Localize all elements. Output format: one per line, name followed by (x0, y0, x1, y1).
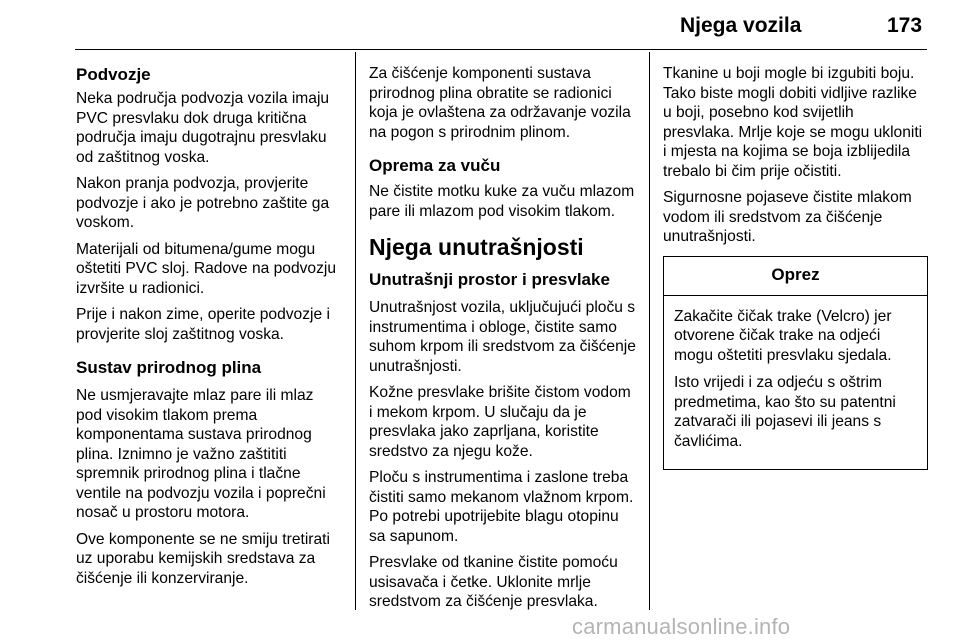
header-rule (75, 49, 927, 50)
caution-paragraph: Zakačite čičak trake (Velcro) jer otvorene čičak trake na odjeći mogu oštetiti presvlaku sjedala. (674, 307, 892, 364)
page-number: 173 (887, 14, 923, 37)
paragraph: Sigurnosne pojaseve čistite mlakom vodom ili sredstvom za čišćenje unutrašnjosti. (663, 189, 912, 245)
heading-towing-equipment: Oprema za vuču (369, 156, 501, 175)
heading-underbody: Podvozje (76, 65, 151, 84)
paragraph: Materijali od bitumena/gume mogu oštetiti PVC sloj. Radove na podvozju izvršite u radionici. (76, 240, 337, 297)
text-column-1 (76, 52, 342, 595)
text-column-2 (369, 52, 637, 619)
paragraph: Ne čistite motku kuke za vuču mlazom pare ili mlazom pod visokim tlakom. (369, 183, 635, 220)
paragraph: Ne usmjeravajte mlaz pare ili mlaz pod visokim tlakom prema komponentama sustava prirodnog plina. Iznimno je važno zaštititi spremnik prirodnog plina i tlačne ventile na podvozju vozila i poprečni nosač u prostoru motora. (76, 387, 326, 521)
heading-natural-gas-system: Sustav prirodnog plina (76, 358, 262, 377)
column-divider-2 (649, 52, 650, 610)
paragraph: Unutrašnjost vozila, uključujući ploču s instrumentima i obloge, čistite samo suhom krpom ili sredstvom za čišćenje unutrašnjosti. (369, 299, 636, 375)
caution-paragraph: Isto vrijedi i za odjeću s oštrim predmetima, kao što su patentni zatvarači ili pojasevi ili jeans s čavlićima. (674, 374, 896, 450)
caution-title: Oprez (664, 257, 927, 296)
watermark-brand: carmanualsonline.info (572, 614, 791, 639)
paragraph: Ploču s instrumentima i zaslone treba čistiti samo mekanom vlažnom krpom. Po potrebi upotrijebite blagu otopinu sa sapunom. (369, 469, 634, 545)
heading-interior-care: Njega unutrašnjosti (369, 234, 584, 260)
heading-interior-upholstery: Unutrašnji prostor i presvlake (369, 270, 610, 289)
paragraph: Nakon pranja podvozja, provjerite podvozje i ako je potrebno zaštite ga voskom. (76, 175, 330, 231)
text-column-3 (663, 52, 928, 470)
caution-box (663, 256, 928, 471)
paragraph: Kožne presvlake brišite čistom vodom i mekom krpom. U slučaju da je presvlaka jako zaprljana, koristite sredstvo za njegu kože. (369, 384, 631, 460)
column-divider-1 (355, 52, 356, 610)
page-header-title: Njega vozila (680, 14, 802, 37)
paragraph: Presvlake od tkanine čistite pomoću usisavača i četke. Uklonite mrlje sredstvom za čišćenje presvlaka. (369, 554, 618, 610)
paragraph: Prije i nakon zime, operite podvozje i provjerite sloj zaštitnog voska. (76, 306, 330, 343)
caution-body (664, 296, 927, 470)
paragraph: Neka područja podvozja vozila imaju PVC presvlaku dok druga kritična područja imaju dugotrajnu presvlaku od zaštitnog voska. (76, 90, 330, 166)
paragraph: Ove komponente se ne smiju tretirati uz uporabu kemijskih sredstava za čišćenje ili konzerviranje. (76, 530, 330, 587)
paragraph: Za čišćenje komponenti sustava prirodnog plina obratite se radionici koja je ovlaštena za održavanje vozila na pogon s prirodnim plinom. (369, 65, 631, 141)
paragraph: Tkanine u boji mogle bi izgubiti boju. Tako biste mogli dobiti vidljive razlike u boji, posebno kod svijetlih presvlaka. Mrlje koje se mogu ukloniti i mjesta na kojima se boja izblijedila trebalo bi čim prije očistiti. (663, 65, 923, 180)
